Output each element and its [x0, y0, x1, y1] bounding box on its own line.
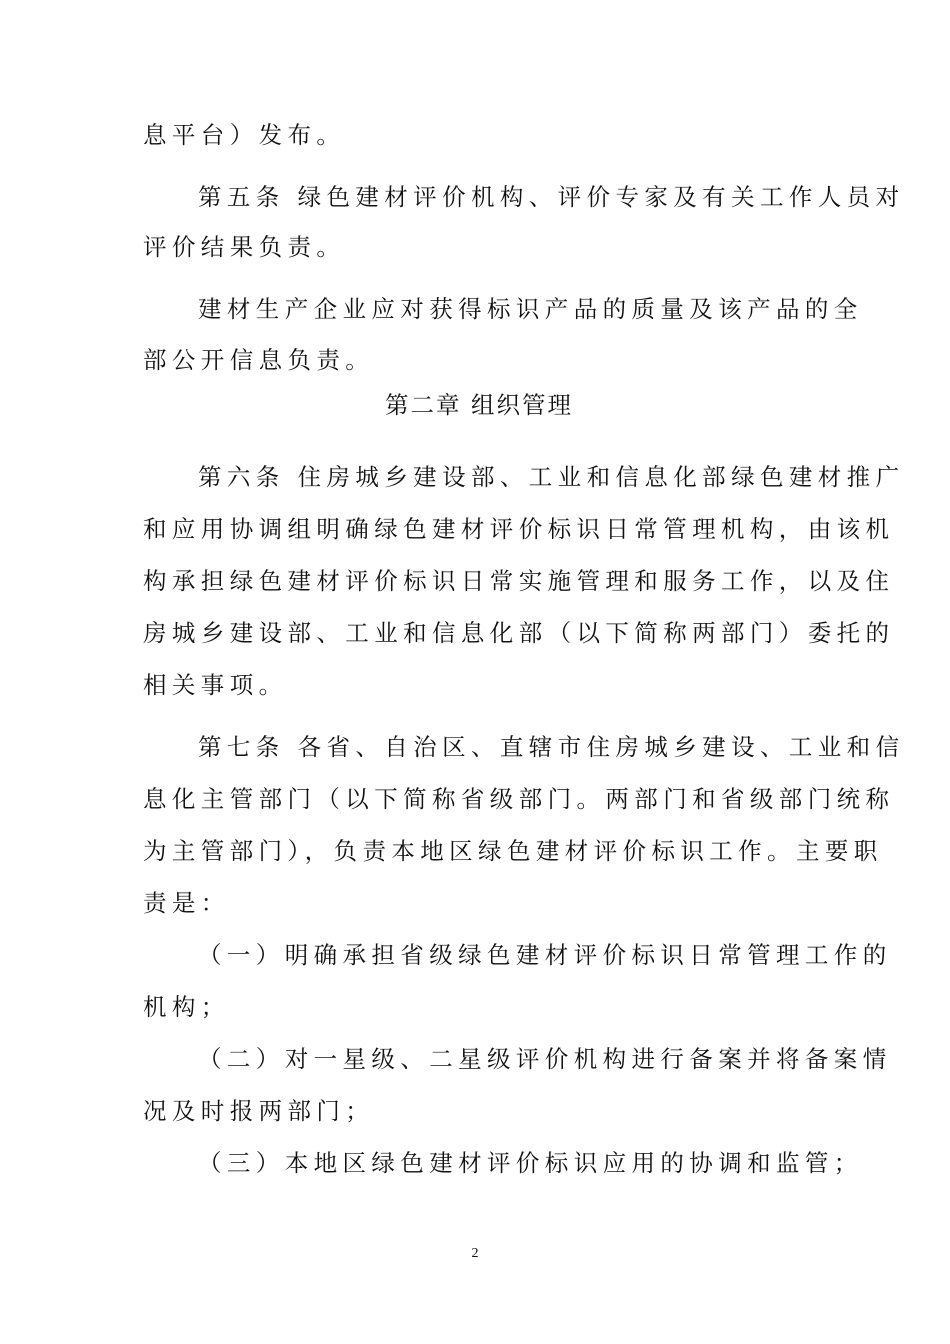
article-5-line: 第五条 绿色建材评价机构、评价专家及有关工作人员对 — [198, 183, 905, 211]
text-line: 息平台）发布。 — [143, 121, 346, 149]
list-item-3-line: （三）本地区绿色建材评价标识应用的协调和监管； — [198, 1149, 863, 1177]
text-line: 和应用协调组明确绿色建材评价标识日常管理机构，由该机 — [143, 515, 895, 543]
article-7-line: 第七条 各省、自治区、直辖市住房城乡建设、工业和信 — [198, 733, 905, 761]
text-line: 相关事项。 — [143, 671, 288, 699]
text-line: 构承担绿色建材评价标识日常实施管理和服务工作，以及住 — [143, 567, 895, 595]
article-6-line: 第六条 住房城乡建设部、工业和信息化部绿色建材推广 — [198, 463, 905, 491]
page-number: 2 — [471, 1246, 479, 1261]
text-line: 况及时报两部门； — [143, 1097, 375, 1125]
text-line: 评价结果负责。 — [143, 233, 346, 261]
text-line: 房城乡建设部、工业和信息化部（以下简称两部门）委托的 — [143, 619, 895, 647]
chapter-heading: 第二章 组织管理 — [385, 391, 573, 419]
list-item-1-line: （一）明确承担省级绿色建材评价标识日常管理工作的 — [198, 941, 892, 969]
text-line: 机构； — [143, 993, 230, 1021]
text-line: 建材生产企业应对获得标识产品的质量及该产品的全 — [198, 295, 863, 323]
text-line: 息化主管部门（以下简称省级部门。两部门和省级部门统称 — [143, 785, 895, 813]
text-line: 责是： — [143, 889, 230, 917]
text-line: 为主管部门），负责本地区绿色建材评价标识工作。主要职 — [143, 837, 883, 865]
list-item-2-line: （二）对一星级、二星级评价机构进行备案并将备案情 — [198, 1045, 892, 1073]
text-line: 部公开信息负责。 — [143, 346, 375, 374]
